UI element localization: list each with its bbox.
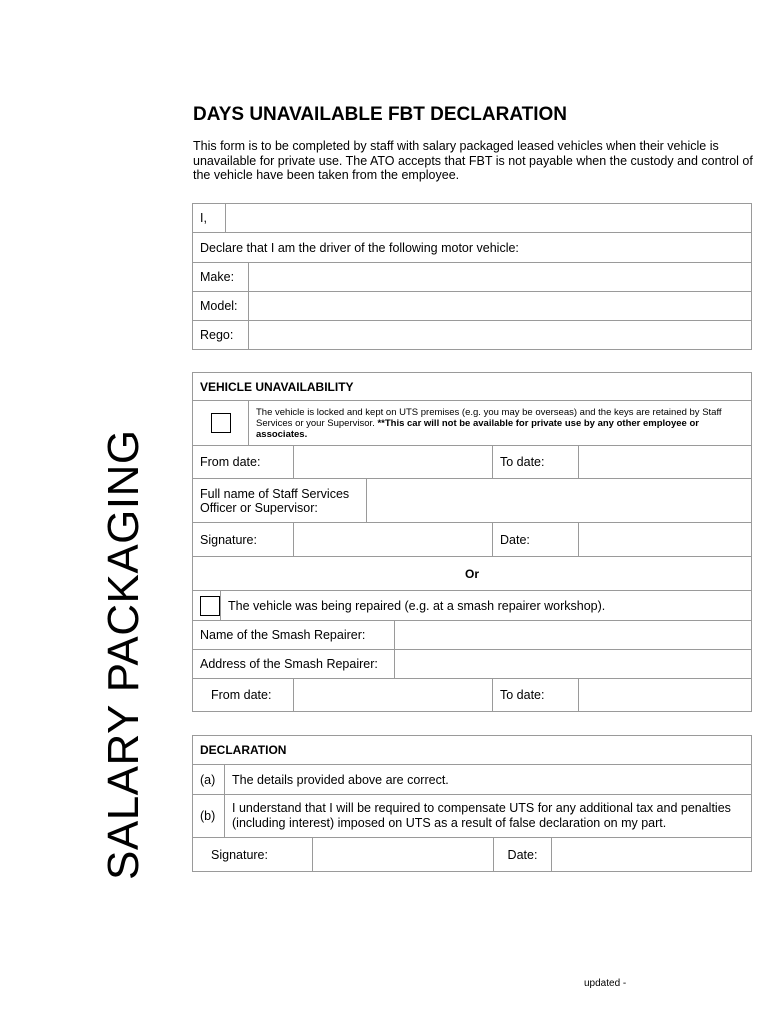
page-title: DAYS UNAVAILABLE FBT DECLARATION [193, 104, 568, 125]
officer-label: Full name of Staff Services Officer or Supervisor: [193, 479, 367, 523]
name-field[interactable] [226, 204, 752, 233]
from-date-label: From date: [193, 446, 294, 479]
declare-label: Declare that I am the driver of the following motor vehicle: [193, 233, 752, 263]
make-label: Make: [193, 263, 249, 292]
vehicle-unavailability-section [192, 372, 752, 712]
declaration-date-field[interactable] [552, 838, 752, 872]
from-date-field[interactable] [294, 446, 493, 479]
option-locked-checkbox[interactable] [211, 413, 231, 433]
declaration-section [192, 735, 752, 872]
declaration-a-label: (a) [193, 765, 225, 795]
declaration-date-label: Date: [494, 838, 552, 872]
declaration-b-text: I understand that I will be required to compensate UTS for any additional tax and penalties (including interest) imposed on UTS as a result of false declaration on my part. [225, 795, 752, 838]
date-label: Date: [493, 523, 579, 557]
option-repair-cell [193, 591, 221, 621]
repair-from-date-field[interactable] [294, 679, 493, 712]
side-title: SALARY PACKAGING [99, 429, 148, 880]
signature-field[interactable] [294, 523, 493, 557]
rego-label: Rego: [193, 321, 249, 350]
option-repair-checkbox[interactable] [200, 596, 220, 616]
declaration-signature-label: Signature: [193, 838, 313, 872]
repair-to-date-label: To date: [493, 679, 579, 712]
model-label: Model: [193, 292, 249, 321]
repairer-address-label: Address of the Smash Repairer: [193, 650, 395, 679]
option-locked-cell [193, 401, 249, 446]
declaration-signature-field[interactable] [313, 838, 494, 872]
declaration-a-text: The details provided above are correct. [225, 765, 752, 795]
option-repair-text: The vehicle was being repaired (e.g. at a smash repairer workshop). [221, 591, 752, 621]
repairer-name-label: Name of the Smash Repairer: [193, 621, 395, 650]
to-date-field[interactable] [579, 446, 752, 479]
repairer-name-field[interactable] [395, 621, 752, 650]
option-locked-text: The vehicle is locked and kept on UTS premises (e.g. you may be overseas) and the keys are retained by Staff Services or your Supervisor. **This car will not be available for private use by any other employee or associates. [249, 401, 752, 446]
i-label: I, [193, 204, 226, 233]
option-locked-warning: **This car will not be available for private use by any other employee or associates. [256, 417, 699, 440]
updated-footer: updated - [584, 978, 627, 989]
intro-text: This form is to be completed by staff with salary packaged leased vehicles when their vehicle is unavailable for private use. The ATO accepts that FBT is not payable when the custody and control of the vehicle have been taken from the employee. [193, 139, 753, 182]
repair-to-date-field[interactable] [579, 679, 752, 712]
or-separator: Or [193, 557, 752, 591]
make-field[interactable] [249, 263, 752, 292]
rego-field[interactable] [249, 321, 752, 350]
officer-field[interactable] [367, 479, 752, 523]
driver-section [192, 203, 752, 350]
to-date-label: To date: [493, 446, 579, 479]
date-field[interactable] [579, 523, 752, 557]
model-field[interactable] [249, 292, 752, 321]
repairer-address-field[interactable] [395, 650, 752, 679]
declaration-heading: DECLARATION [193, 736, 752, 765]
repair-from-date-label: From date: [193, 679, 294, 712]
declaration-b-label: (b) [193, 795, 225, 838]
vehicle-unavailability-heading: VEHICLE UNAVAILABILITY [193, 373, 752, 401]
signature-label: Signature: [193, 523, 294, 557]
